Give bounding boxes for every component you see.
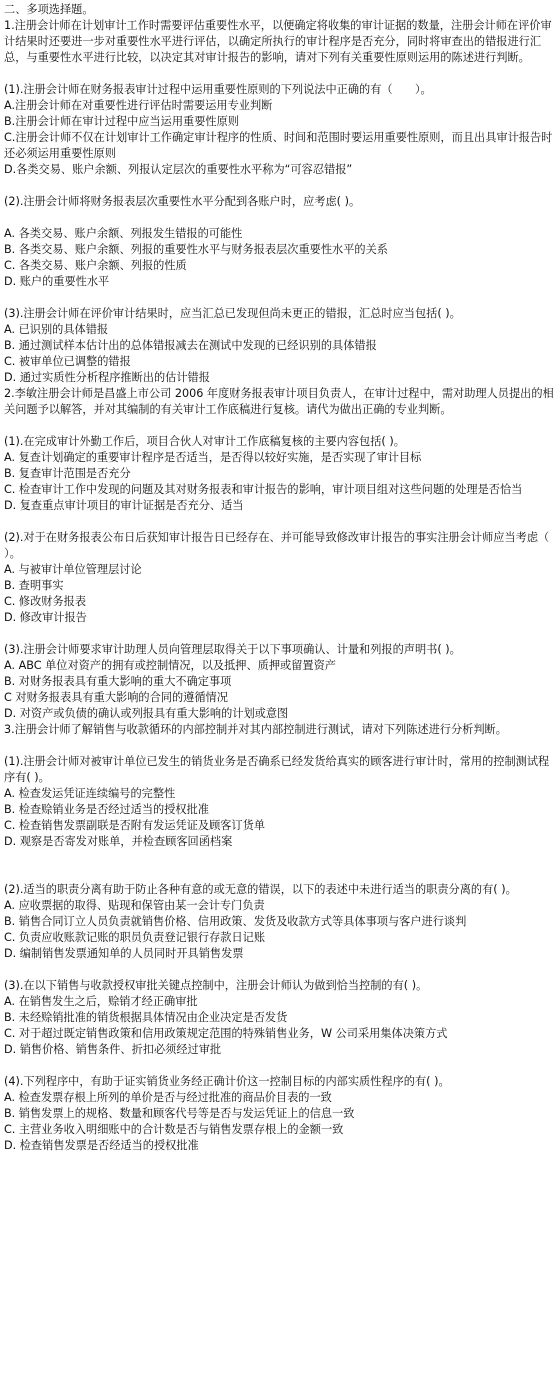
case-1-q1-option-b: B.注册会计师在审计过程中应当运用重要性原则 — [4, 115, 239, 128]
case-2-q1-option-b: B. 复查审计范围是否充分 — [4, 467, 131, 480]
case-1-q3-option-b: B. 通过测试样本估计出的总体错报减去在测试中发现的已经识别的具体错报 — [4, 339, 377, 352]
case-1-q3-stem: (3).注册会计师在评价审计结果时，应当汇总已发现但尚未更正的错报，汇总时应当包括( )。 — [4, 307, 461, 320]
case-1-q3-option-a: A. 已识别的具体错报 — [4, 323, 109, 336]
case-3-q2-option-c: C. 负责应收账款记账的职员负责登记银行存款日记账 — [4, 931, 266, 944]
case-1-q2-option-a: A. 各类交易、账户余额、列报发生错报的可能性 — [4, 227, 243, 240]
case-1-q2-stem: (2).注册会计师将财务报表层次重要性水平分配到各账户时，应考虑( )。 — [4, 195, 361, 208]
case-2-q1-option-d: D. 复查重点审计项目的审计证据是否充分、适当 — [4, 499, 244, 512]
case-2-q1-stem: (1).在完成审计外勤工作后，项目合伙人对审计工作底稿复核的主要内容包括( )。 — [4, 435, 405, 448]
case-3-q1-option-d: D. 观察是否寄发对账单，并检查顾客回函档案 — [4, 835, 233, 848]
case-3-q2-option-a: A. 应收票据的取得、贴现和保管由某一会计专门负责 — [4, 899, 265, 912]
case-1-q2-option-b: B. 各类交易、账户余额、列报的重要性水平与财务报表层次重要性水平的关系 — [4, 243, 388, 256]
case-1-q1-option-c: C.注册会计师不仅在计划审计工作确定审计程序的性质、时间和范围时要运用重要性原则，而且出具审计报告时还必须运用重要性原则 — [4, 131, 553, 160]
case-2-q2-option-d: D. 修改审计报告 — [4, 611, 87, 624]
case-2-q2-option-c: C. 修改财务报表 — [4, 595, 87, 608]
case-2-intro: 2.李敏注册会计师是昌盛上市公司 2006 年度财务报表审计项目负责人，在审计过程中，需对助理人员提出的相关问题予以解答，并对其编制的有关审计工作底稿进行复核。请代为做出正确的专业判断。 — [4, 387, 554, 416]
case-3-q4-option-c: C. 主营业务收入明细账中的合计数是否与销售发票存根上的金额一致 — [4, 1123, 344, 1136]
case-3-q4-option-b: B. 销售发票上的规格、数量和顾客代号等是否与发运凭证上的信息一致 — [4, 1107, 355, 1120]
case-1-q2-option-c: C. 各类交易、账户余额、列报的性质 — [4, 259, 187, 272]
case-1-q3-option-d: D. 通过实质性分析程序推断出的估计错报 — [4, 371, 210, 384]
case-2-q1-option-c: C. 检查审计工作中发现的问题及其对财务报表和审计报告的影响，审计项目组对这些问题的处理是否恰当 — [4, 483, 523, 496]
case-3-q2-stem: (2).适当的职责分离有助于防止各种有意的或无意的错误，以下的表述中未进行适当的职责分离的有( )。 — [4, 883, 517, 896]
case-2-q2-option-b: B. 查明事实 — [4, 579, 64, 592]
case-3-q4-stem: (4).下列程序中，有助于证实销货业务经正确计价这一控制目标的内部实质性程序的有( )。 — [4, 1075, 450, 1088]
case-3-q3-option-d: D. 销售价格、销售条件、折扣必须经过审批 — [4, 1043, 222, 1056]
case-3-q1-option-c: C. 检查销售发票副联是否附有发运凭证及顾客订货单 — [4, 819, 266, 832]
case-2-q2-stem: (2).对于在财务报表公布日后获知审计报告日已经存在、并可能导致修改审计报告的事实注册会计师应当考虑（ ）。 — [4, 531, 550, 560]
case-3-q1-stem: (1).注册会计师对被审计单位已发生的销货业务是否确系已经发货给真实的顾客进行审计时，常用的控制测试程序有( )。 — [4, 755, 550, 784]
case-3-q3-option-c: C. 对于超过既定销售政策和信用政策规定范围的特殊销售业务，W 公司采用集体决策方式 — [4, 1027, 448, 1040]
case-3-q3-option-b: B. 未经赊销批准的销货根据具体情况由企业决定是否发货 — [4, 1011, 288, 1024]
case-2-q2-option-a: A. 与被审计单位管理层讨论 — [4, 563, 142, 576]
case-1-q1-option-d: D.各类交易、账户余额、列报认定层次的重要性水平称为“可容忍错报” — [4, 163, 353, 176]
case-3-q4-option-a: A. 检查发票存根上所列的单价是否与经过批准的商品价目表的一致 — [4, 1091, 332, 1104]
case-3-q2-option-d: D. 编制销售发票通知单的人员同时开具销售发票 — [4, 947, 244, 960]
case-3-intro: 3.注册会计师了解销售与收款循环的内部控制并对其内部控制进行测试，请对下列陈述进行分析判断。 — [4, 723, 507, 736]
case-1-intro: 1.注册会计师在计划审计工作时需要评估重要性水平，以便确定将收集的审计证据的数量，注册会计师在评价审计结果时还要进一步对重要性水平进行评估，以确定所执行的审计程序是否充分，同时将审查出的错报进行汇总，与重要性水平进行比较，以决定其对审计报告的影响，请对下列有关重要性原则运用的陈述进行判断。 — [4, 19, 552, 64]
case-3-q3-stem: (3).在以下销售与收款授权审批关键点控制中，注册会计师认为做到恰当控制的有( )。 — [4, 979, 428, 992]
case-2-q3-option-c: C 对财务报表具有重大影响的合同的遵循情况 — [4, 691, 228, 704]
case-3-q4-option-d: D. 检查销售发票是否经适当的授权批准 — [4, 1139, 199, 1152]
case-1-q1-option-a: A.注册会计师在对重要性进行评估时需要运用专业判断 — [4, 99, 273, 112]
case-2-q3-stem: (3).注册会计师要求审计助理人员向管理层取得关于以下事项确认、计量和列报的声明书( )。 — [4, 643, 461, 656]
case-2-q1-option-a: A. 复查计划确定的重要审计程序是否适当，是否得以较好实施，是否实现了审计目标 — [4, 451, 422, 464]
case-2-q3-option-b: B. 对财务报表具有重大影响的重大不确定事项 — [4, 675, 232, 688]
case-1-q3-option-c: C. 被审单位已调整的错报 — [4, 355, 131, 368]
case-2-q3-option-d: D. 对资产或负债的确认或列报具有重大影响的计划或意图 — [4, 707, 289, 720]
case-3-q2-option-b: B. 销售合同订立人员负责就销售价格、信用政策、发货及收款方式等具体事项与客户进行谈判 — [4, 915, 467, 928]
case-1-q1-stem: (1).注册会计师在财务报表审计过程中运用重要性原则的下列说法中正确的有（ ）。 — [4, 83, 432, 96]
case-2-q3-option-a: A. ABC 单位对资产的拥有或控制情况，以及抵押、质押或留置资产 — [4, 659, 336, 672]
case-3-q3-option-a: A. 在销售发生之后，赊销才经正确审批 — [4, 995, 198, 1008]
case-3-q1-option-a: A. 检查发运凭证连续编号的完整性 — [4, 787, 176, 800]
section-title: 二、多项选择题。 — [4, 3, 94, 16]
case-3-q1-option-b: B. 检查赊销业务是否经过适当的授权批准 — [4, 803, 209, 816]
case-1-q2-option-d: D. 账户的重要性水平 — [4, 275, 110, 288]
